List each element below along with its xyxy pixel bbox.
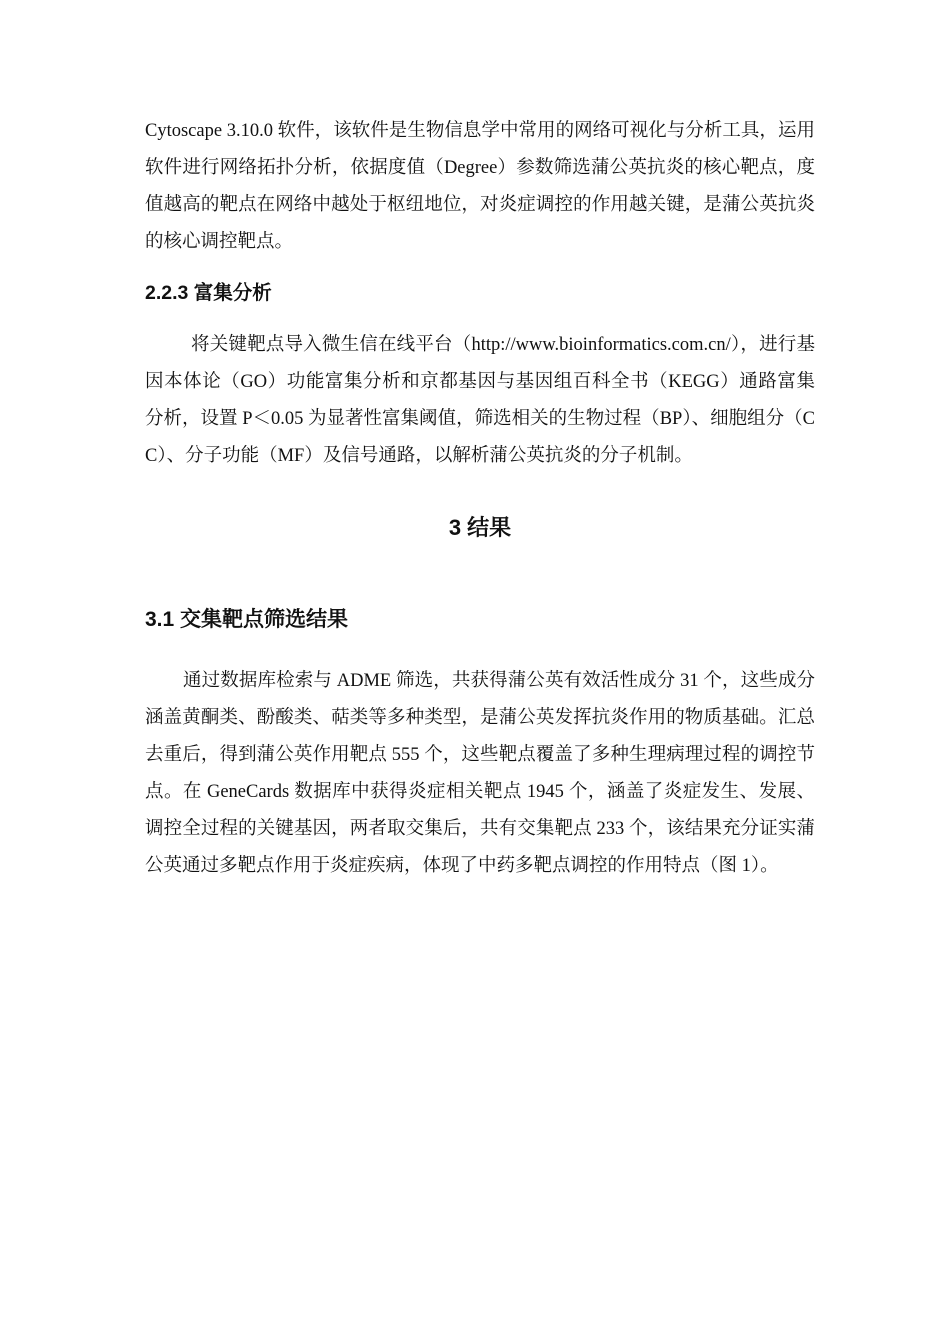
section-2-2-3-heading: 2.2.3 富集分析 (145, 282, 272, 304)
section-2-2-3-paragraph: 将关键靶点导入微生信在线平台（http://www.bioinformatics.com.cn/），进行基因本体论（GO）功能富集分析和京都基因与基因组百科全书（KEGG）通路富集分析，设置 P＜0.05 为显著性富集阈值，筛选相关的生物过程（BP）、细胞组分（CC）、分子功能（MF）及信号通路，以解析蒲公英抗炎的分子机制。 (145, 335, 815, 466)
section-3-heading: 3 结果 (448, 515, 512, 540)
intro-paragraph: Cytoscape 3.10.0 软件，该软件是生物信息学中常用的网络可视化与分析工具，运用软件进行网络拓扑分析，依据度值（Degree）参数筛选蒲公英抗炎的核心靶点，度值越高的靶点在网络中越处于枢纽地位，对炎症调控的作用越关键，是蒲公英抗炎的核心调控靶点。 (145, 121, 815, 252)
section-3-1-heading: 3.1 交集靶点筛选结果 (145, 608, 349, 631)
section-3-1-paragraph: 通过数据库检索与 ADME 筛选，共获得蒲公英有效活性成分 31 个，这些成分涵盖黄酮类、酚酸类、萜类等多种类型，是蒲公英发挥抗炎作用的物质基础。汇总去重后，得到蒲公英作用靶点 555 个，这些靶点覆盖了多种生理病理过程的调控节点。在 GeneCards 数据库中获得炎症相关靶点 1945 个，涵盖了炎症发生、发展、调控全过程的关键基因，两者取交集后，共有交集靶点 233 个，该结果充分证实蒲公英通过多靶点作用于炎症疾病，体现了中药多靶点调控的作用特点（图 1）。 (145, 671, 815, 876)
document-page (145, 113, 815, 885)
